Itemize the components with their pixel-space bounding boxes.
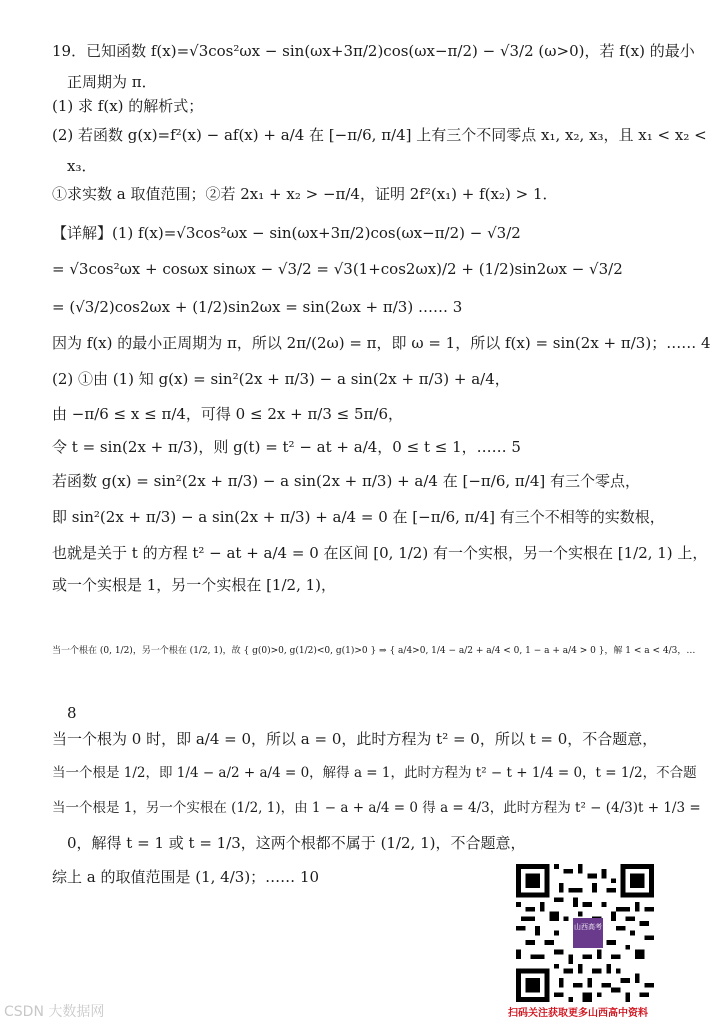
watermark: CSDN 大数据网 (4, 1004, 105, 1020)
problem-line-1: 19．已知函数 f(x)=√3cos²ωx − sin(ωx+3π/2)cos(ωx−π/2) − √3/2 (ω>0)，若 f(x) 的最小 (52, 42, 695, 60)
solution-line-14: 当一个根为 0 时，即 a/4 = 0，所以 a = 0，此时方程为 t² = 0，所以 t = 0，不合题意， (52, 730, 658, 748)
solution-line-17: 0，解得 t = 1 或 t = 1/3，这两个根都不属于 (1/2, 1)，不合题意， (67, 834, 526, 852)
solution-line-3: = (√3/2)cos2ωx + (1/2)sin2ωx = sin(2ωx + π/3) …… 3 (52, 298, 463, 316)
problem-line-2: 正周期为 π． (67, 73, 157, 91)
solution-line-15: 当一个根是 1/2，即 1/4 − a/2 + a/4 = 0，解得 a = 1，此时方程为 t² − t + 1/4 = 0，t = 1/2，不合题 (52, 765, 697, 781)
solution-line-10: 也就是关于 t 的方程 t² − at + a/4 = 0 在区间 [0, 1/2) 有一个实根，另一个实根在 [1/2, 1) 上， (52, 544, 708, 562)
solution-line-18: 综上 a 的取值范围是 (1, 4/3)；…… 10 (52, 868, 320, 886)
solution-line-16: 当一个根是 1，另一个实根在 (1/2, 1)，由 1 − a + a/4 = 0 得 a = 4/3，此时方程为 t² − (4/3)t + 1/3 = (52, 800, 701, 816)
solution-line-7: 令 t = sin(2x + π/3)，则 g(t) = t² − at + a/4，0 ≤ t ≤ 1，…… 5 (52, 438, 521, 456)
question-2a: (2) 若函数 g(x)=f²(x) − af(x) + a/4 在 [−π/6, π/4] 上有三个不同零点 x₁, x₂, x₃，且 x₁ < x₂ < (52, 126, 707, 144)
question-2b: x₃． (67, 157, 97, 175)
solution-line-9: 即 sin²(2x + π/3) − a sin(2x + π/3) + a/4 = 0 在 [−π/6, π/4] 有三个不相等的实数根， (52, 508, 665, 526)
solution-line-8: 若函数 g(x) = sin²(2x + π/3) − a sin(2x + π/3) + a/4 在 [−π/6, π/4] 有三个零点， (52, 472, 640, 490)
solution-line-6: 由 −π/6 ≤ x ≤ π/4，可得 0 ≤ 2x + π/3 ≤ 5π/6， (52, 405, 403, 423)
qr-caption: 扫码关注获取更多山西高中资料 (508, 1008, 648, 1019)
solution-line-2: = √3cos²ωx + cosωx sinωx − √3/2 = √3(1+cos2ωx)/2 + (1/2)sin2ωx − √3/2 (52, 260, 623, 278)
question-2c: ①求实数 a 取值范围；②若 2x₁ + x₂ > −π/4，证明 2f²(x₁) + f(x₂) > 1． (52, 185, 558, 203)
solution-line-12: 当一个根在 (0, 1/2)，另一个根在 (1/2, 1)，故 { g(0)>0, g(1/2)<0, g(1)>0 } ⇒ { a/4>0, 1/4 − a/2 + a/4 < 0, 1 − a + a/4 > 0 }，解 1 < a < 4/3，… (52, 646, 696, 656)
solution-line-11: 或一个实根是 1，另一个实根在 [1/2, 1)， (52, 576, 337, 594)
solution-line-5: (2) ①由 (1) 知 g(x) = sin²(2x + π/3) − a sin(2x + π/3) + a/4， (52, 370, 510, 388)
qr-logo: 山西高考 (573, 918, 603, 948)
solution-line-13: 8 (67, 704, 77, 722)
question-1: (1) 求 f(x) 的解析式； (52, 97, 204, 115)
solution-line-1: 【详解】(1) f(x)=√3cos²ωx − sin(ωx+3π/2)cos(ωx−π/2) − √3/2 (52, 224, 521, 242)
solution-line-4: 因为 f(x) 的最小正周期为 π，所以 2π/(2ω) = π，即 ω = 1，所以 f(x) = sin(2x + π/3)；…… 4 (52, 334, 711, 352)
